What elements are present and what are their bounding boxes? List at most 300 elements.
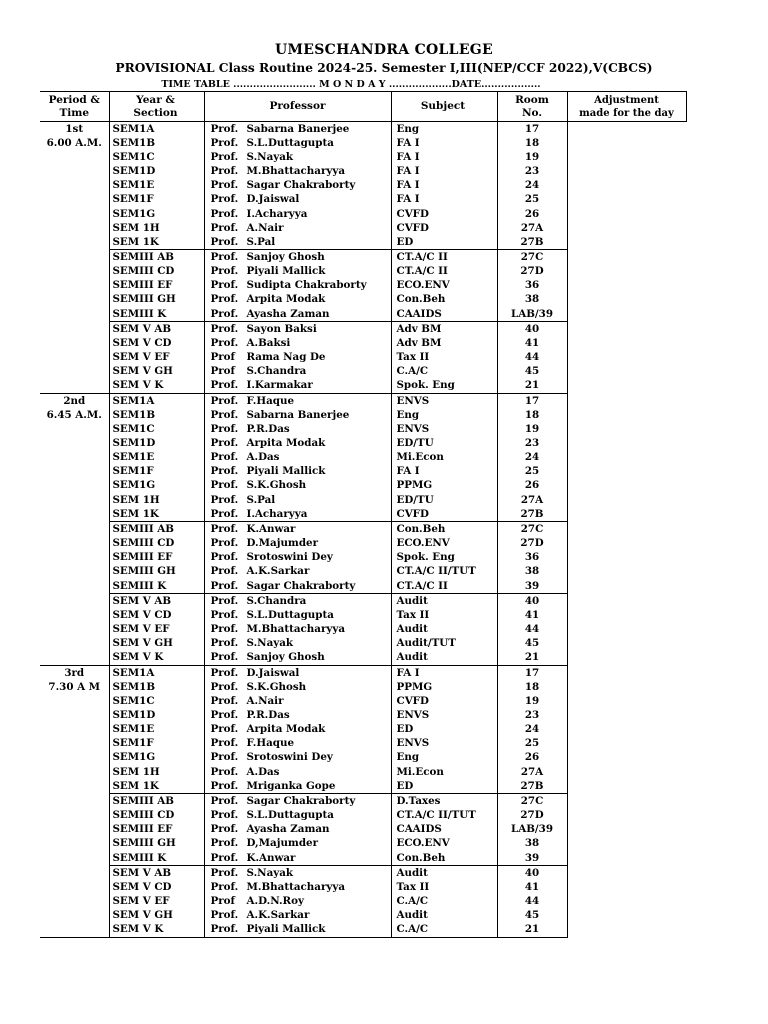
section-cell: SEMIII AB [109, 250, 204, 265]
adjustment-cell [567, 451, 686, 465]
period-time-header-line1: Period & [48, 93, 100, 106]
adjustment-cell [567, 880, 686, 894]
subject-cell: ECO.ENV [391, 279, 497, 293]
professor-name-cell: S.Pal [245, 235, 392, 250]
section-cell: SEMIII GH [109, 293, 204, 307]
table-row [40, 451, 686, 465]
room-cell: 23 [497, 164, 567, 178]
subject-cell: ENVS [391, 737, 497, 751]
professor-title-cell: Prof. [210, 437, 239, 450]
subject-cell: FA I [391, 164, 497, 178]
professor-title-cell: Prof. [210, 479, 239, 492]
professor-name-cell: S.Nayak [245, 866, 392, 881]
professor-title-cell: Prof. [204, 235, 245, 250]
section-cell: SEM1A [109, 122, 204, 137]
adjustment-cell [567, 379, 686, 394]
year-section-header-line1: Year & [136, 93, 175, 106]
professor-name-cell: A.Nair [245, 694, 392, 708]
table-row [40, 422, 686, 436]
professor-name-cell: A.Das [245, 451, 392, 465]
room-cell: 25 [497, 737, 567, 751]
professor-name-cell: D,Majumder [245, 837, 392, 851]
professor-title-cell: Prof. [204, 923, 245, 938]
table-row [40, 579, 686, 594]
section-cell: SEMIII AB [109, 522, 204, 537]
adjustment-cell [567, 708, 686, 722]
subject-cell: Audit [391, 622, 497, 636]
table-row [40, 336, 686, 350]
professor-name-cell: S.Chandra [245, 594, 392, 609]
professor-title-cell: Prof. [210, 136, 239, 149]
subject-cell: FA I [391, 179, 497, 193]
room-cell: 45 [497, 365, 567, 379]
section-cell: SEM1A [109, 393, 204, 408]
subject-header: Subject [391, 92, 497, 122]
professor-name-cell: Sanjoy Ghosh [245, 651, 392, 666]
section-cell: SEM V EF [109, 351, 204, 365]
section-cell: SEM V EF [109, 622, 204, 636]
subject-cell: ED/TU [391, 436, 497, 450]
table-row [40, 565, 686, 579]
room-cell: 40 [497, 866, 567, 881]
professor-name-cell: Arpita Modak [245, 723, 392, 737]
subject-cell: PPMG [391, 680, 497, 694]
adjustment-cell [567, 465, 686, 479]
subject-cell: Adv BM [391, 336, 497, 350]
room-cell: 27C [497, 522, 567, 537]
room-cell: 44 [497, 351, 567, 365]
professor-title-cell: Prof [210, 895, 235, 908]
table-row [40, 765, 686, 779]
professor-title-cell: Prof. [210, 250, 239, 263]
professor-name-cell: P.R.Das [245, 422, 392, 436]
table-row [40, 179, 686, 193]
subject-cell: FA I [391, 136, 497, 150]
section-cell: SEM V GH [109, 909, 204, 923]
subject-cell: CT.A/C II/TUT [391, 565, 497, 579]
adjustment-cell [567, 422, 686, 436]
section-cell: SEM1D [109, 708, 204, 722]
subject-cell: CT.A/C II [391, 579, 497, 594]
section-cell: SEM1D [109, 436, 204, 450]
section-cell: SEM1E [109, 179, 204, 193]
period-label: 3rd [64, 666, 85, 679]
section-cell: SEM 1H [109, 221, 204, 235]
section-cell: SEM 1H [109, 765, 204, 779]
professor-title-cell: Prof. [210, 623, 239, 636]
room-cell: 17 [497, 665, 567, 680]
table-row [40, 909, 686, 923]
room-cell: 26 [497, 479, 567, 493]
subject-cell: CVFD [391, 507, 497, 522]
adjustment-cell [567, 809, 686, 823]
room-cell: 23 [497, 708, 567, 722]
subject-cell: CVFD [391, 221, 497, 235]
room-cell: 27D [497, 809, 567, 823]
professor-name-cell: F.Haque [245, 393, 392, 408]
table-row [40, 866, 686, 881]
table-row [40, 379, 686, 394]
year-section-header [109, 92, 204, 122]
professor-name-cell: Sanjoy Ghosh [245, 250, 392, 265]
section-cell: SEMIII EF [109, 279, 204, 293]
period-time: 6.00 A.M. [46, 137, 102, 150]
table-row [40, 136, 686, 150]
adjustment-cell [567, 207, 686, 221]
room-cell: 40 [497, 594, 567, 609]
adjustment-cell [567, 365, 686, 379]
table-row [40, 479, 686, 493]
period-time: 6.45 A.M. [46, 409, 102, 422]
class-routine-table [40, 91, 687, 938]
table-row [40, 809, 686, 823]
subject-cell: CAAIDS [391, 307, 497, 322]
table-row [40, 522, 686, 537]
subject-cell: Mi.Econ [391, 765, 497, 779]
room-header-line1: Room [515, 93, 549, 106]
professor-name-cell: A.D.N.Roy [245, 894, 392, 908]
adjustment-header-line2: made for the day [579, 107, 674, 119]
adjustment-cell [567, 551, 686, 565]
professor-name-cell: S.Nayak [245, 150, 392, 164]
room-cell: 38 [497, 837, 567, 851]
professor-title-cell: Prof. [210, 723, 239, 736]
section-cell: SEM1E [109, 723, 204, 737]
professor-title-cell: Prof. [204, 651, 245, 666]
table-row [40, 851, 686, 866]
section-cell: SEM V CD [109, 336, 204, 350]
table-row [40, 637, 686, 651]
room-cell: 27A [497, 221, 567, 235]
professor-name-cell: Sagar Chakraborty [245, 579, 392, 594]
professor-title-cell: Prof. [210, 594, 239, 607]
table-row [40, 894, 686, 908]
subject-cell: Tax II [391, 608, 497, 622]
professor-name-cell: A.K.Sarkar [245, 909, 392, 923]
adjustment-cell [567, 322, 686, 337]
professor-title-cell: Prof. [210, 122, 239, 135]
table-row [40, 708, 686, 722]
professor-name-cell: A.K.Sarkar [245, 565, 392, 579]
subject-cell: Spok. Eng [391, 551, 497, 565]
room-cell: 44 [497, 622, 567, 636]
professor-title-cell: Prof. [210, 880, 239, 893]
room-cell: 39 [497, 579, 567, 594]
subject-cell: C.A/C [391, 923, 497, 938]
adjustment-cell [567, 436, 686, 450]
professor-title-cell: Prof. [210, 666, 239, 679]
adjustment-cell [567, 479, 686, 493]
room-cell: LAB/39 [497, 307, 567, 322]
room-cell: 27B [497, 779, 567, 794]
subject-cell: Eng [391, 122, 497, 137]
subject-cell: FA I [391, 465, 497, 479]
room-cell: 27D [497, 537, 567, 551]
professor-name-cell: Arpita Modak [245, 293, 392, 307]
subject-cell: Tax II [391, 880, 497, 894]
subject-cell: Audit [391, 866, 497, 881]
section-cell: SEM V CD [109, 880, 204, 894]
table-row [40, 265, 686, 279]
adjustment-cell [567, 665, 686, 680]
section-cell: SEM V AB [109, 866, 204, 881]
table-row [40, 150, 686, 164]
professor-title-cell: Prof. [210, 207, 239, 220]
professor-name-cell: K.Anwar [245, 851, 392, 866]
professor-title-cell: Prof. [210, 751, 239, 764]
section-cell: SEM V CD [109, 608, 204, 622]
professor-name-cell: Arpita Modak [245, 436, 392, 450]
subject-cell: Eng [391, 751, 497, 765]
professor-name-cell: S.Nayak [245, 637, 392, 651]
room-cell: 41 [497, 880, 567, 894]
table-row [40, 837, 686, 851]
professor-name-cell: D.Jaiswal [245, 193, 392, 207]
section-cell: SEM1D [109, 164, 204, 178]
section-cell: SEM V K [109, 923, 204, 938]
table-row [40, 122, 686, 137]
professor-name-cell: D.Jaiswal [245, 665, 392, 680]
section-cell: SEM1F [109, 465, 204, 479]
professor-title-cell: Prof. [210, 637, 239, 650]
professor-name-cell: A.Das [245, 765, 392, 779]
section-cell: SEM 1K [109, 507, 204, 522]
adjustment-cell [567, 136, 686, 150]
subject-cell: Con.Beh [391, 851, 497, 866]
table-row [40, 307, 686, 322]
subject-cell: ENVS [391, 422, 497, 436]
subject-cell: Adv BM [391, 322, 497, 337]
adjustment-cell [567, 537, 686, 551]
subject-cell: CT.A/C II [391, 265, 497, 279]
section-cell: SEM V GH [109, 637, 204, 651]
professor-name-cell: F.Haque [245, 737, 392, 751]
professor-name-cell: Piyali Mallick [245, 465, 392, 479]
subject-cell: CT.A/C II/TUT [391, 809, 497, 823]
adjustment-cell [567, 408, 686, 422]
section-cell: SEM1C [109, 422, 204, 436]
professor-title-cell: Prof [210, 351, 235, 364]
professor-name-cell: S.L.Duttagupta [245, 136, 392, 150]
table-row [40, 923, 686, 938]
professor-name-cell: D.Majumder [245, 537, 392, 551]
section-cell: SEM V K [109, 651, 204, 666]
table-row [40, 193, 686, 207]
adjustment-cell [567, 265, 686, 279]
room-cell: 27A [497, 493, 567, 507]
adjustment-cell [567, 765, 686, 779]
section-cell: SEM V EF [109, 894, 204, 908]
table-row [40, 537, 686, 551]
room-cell: 27C [497, 794, 567, 809]
professor-name-cell: A.Nair [245, 221, 392, 235]
section-cell: SEM1G [109, 751, 204, 765]
professor-title-cell: Prof. [204, 579, 245, 594]
table-row [40, 880, 686, 894]
table-row [40, 551, 686, 565]
room-cell: 21 [497, 651, 567, 666]
subject-cell: ENVS [391, 708, 497, 722]
table-row [40, 651, 686, 666]
professor-name-cell: Piyali Mallick [245, 265, 392, 279]
professor-title-cell: Prof. [210, 909, 239, 922]
room-header-line2: No. [521, 106, 543, 119]
table-row [40, 680, 686, 694]
adjustment-cell [567, 909, 686, 923]
subject-cell: Audit [391, 594, 497, 609]
room-cell: 45 [497, 909, 567, 923]
subject-cell: PPMG [391, 479, 497, 493]
subject-cell: Mi.Econ [391, 451, 497, 465]
adjustment-cell [567, 193, 686, 207]
professor-title-cell: Prof. [210, 221, 239, 234]
professor-title-cell: Prof. [210, 809, 239, 822]
professor-name-cell: I.Karmakar [245, 379, 392, 394]
professor-name-cell: A.Baksi [245, 336, 392, 350]
professor-name-cell: K.Anwar [245, 522, 392, 537]
section-cell: SEMIII K [109, 851, 204, 866]
professor-title-cell: Prof. [204, 507, 245, 522]
section-cell: SEM V AB [109, 594, 204, 609]
adjustment-cell [567, 279, 686, 293]
professor-name-cell: I.Acharyya [245, 507, 392, 522]
professor-title-cell: Prof. [210, 394, 239, 407]
section-cell: SEM1G [109, 207, 204, 221]
professor-name-cell: M.Bhattacharyya [245, 880, 392, 894]
table-row [40, 351, 686, 365]
section-cell: SEMIII CD [109, 265, 204, 279]
professor-name-cell: Sagar Chakraborty [245, 794, 392, 809]
professor-title-cell: Prof. [204, 779, 245, 794]
section-cell: SEM1E [109, 451, 204, 465]
room-cell: 27A [497, 765, 567, 779]
section-cell: SEMIII GH [109, 837, 204, 851]
professor-title-cell: Prof. [204, 307, 245, 322]
adjustment-cell [567, 393, 686, 408]
table-row [40, 250, 686, 265]
adjustment-cell [567, 923, 686, 938]
room-cell: 41 [497, 608, 567, 622]
period-label: 2nd [63, 394, 86, 407]
professor-name-cell: M.Bhattacharyya [245, 622, 392, 636]
adjustment-cell [567, 235, 686, 250]
table-row [40, 737, 686, 751]
room-cell: 27C [497, 250, 567, 265]
adjustment-cell [567, 680, 686, 694]
adjustment-cell [567, 122, 686, 137]
professor-name-cell: Rama Nag De [245, 351, 392, 365]
professor-name-cell: S.L.Duttagupta [245, 608, 392, 622]
routine-body [40, 122, 686, 938]
adjustment-cell [567, 493, 686, 507]
room-cell: 38 [497, 565, 567, 579]
room-cell: 17 [497, 122, 567, 137]
room-cell: 41 [497, 336, 567, 350]
professor-name-cell: Srotoswini Dey [245, 551, 392, 565]
subject-cell: CT.A/C II [391, 250, 497, 265]
room-cell: 25 [497, 465, 567, 479]
period-time: 7.30 A M [48, 681, 101, 694]
adjustment-header [567, 92, 686, 122]
subject-cell: FA I [391, 150, 497, 164]
professor-title-cell: Prof. [210, 537, 239, 550]
professor-title-cell: Prof. [210, 336, 239, 349]
section-cell: SEMIII GH [109, 565, 204, 579]
professor-name-cell: S.Chandra [245, 365, 392, 379]
subject-cell: Audit/TUT [391, 637, 497, 651]
adjustment-cell [567, 823, 686, 837]
professor-title-cell: Prof. [210, 493, 239, 506]
professor-title-cell: Prof. [210, 551, 239, 564]
college-title: UMESCHANDRA COLLEGE [274, 42, 494, 58]
section-cell: SEM1B [109, 136, 204, 150]
room-header [497, 92, 567, 122]
professor-title-cell: Prof. [210, 408, 239, 421]
section-cell: SEM1C [109, 694, 204, 708]
subject-cell: Audit [391, 651, 497, 666]
room-cell: 36 [497, 279, 567, 293]
professor-name-cell: S.K.Ghosh [245, 479, 392, 493]
period-cell [40, 122, 109, 394]
table-row [40, 823, 686, 837]
subject-cell: Tax II [391, 351, 497, 365]
room-cell: 44 [497, 894, 567, 908]
professor-title-cell: Prof. [210, 565, 239, 578]
adjustment-cell [567, 866, 686, 881]
subject-cell: CVFD [391, 207, 497, 221]
adjustment-cell [567, 351, 686, 365]
section-cell: SEMIII EF [109, 551, 204, 565]
room-cell: 24 [497, 179, 567, 193]
professor-name-cell: I.Acharyya [245, 207, 392, 221]
professor-title-cell: Prof. [210, 522, 239, 535]
table-row [40, 235, 686, 250]
table-row [40, 164, 686, 178]
table-row [40, 221, 686, 235]
room-cell: 23 [497, 436, 567, 450]
professor-name-cell: S.L.Duttagupta [245, 809, 392, 823]
professor-title-cell: Prof. [210, 680, 239, 693]
table-row [40, 794, 686, 809]
professor-title-cell: Prof. [210, 694, 239, 707]
adjustment-cell [567, 894, 686, 908]
professor-title-cell: Prof. [210, 866, 239, 879]
professor-title-cell: Prof. [210, 165, 239, 178]
professor-name-cell: S.Pal [245, 493, 392, 507]
section-cell: SEM 1K [109, 235, 204, 250]
timetable-day-line: TIME TABLE ......................... M O N D A Y ...................DATE.................. [161, 79, 541, 90]
subject-cell: ECO.ENV [391, 537, 497, 551]
table-row [40, 608, 686, 622]
room-cell: 25 [497, 193, 567, 207]
professor-name-cell: M.Bhattacharyya [245, 164, 392, 178]
subject-cell: FA I [391, 665, 497, 680]
room-cell: 19 [497, 694, 567, 708]
section-cell: SEMIII EF [109, 823, 204, 837]
section-cell: SEMIII K [109, 307, 204, 322]
adjustment-cell [567, 164, 686, 178]
adjustment-cell [567, 307, 686, 322]
adjustment-cell [567, 250, 686, 265]
period-time-header-line2: Time [59, 106, 90, 119]
adjustment-cell [567, 293, 686, 307]
adjustment-cell [567, 179, 686, 193]
professor-title-cell: Prof. [210, 837, 239, 850]
adjustment-cell [567, 507, 686, 522]
adjustment-cell [567, 336, 686, 350]
table-row [40, 694, 686, 708]
professor-title-cell: Prof. [210, 608, 239, 621]
